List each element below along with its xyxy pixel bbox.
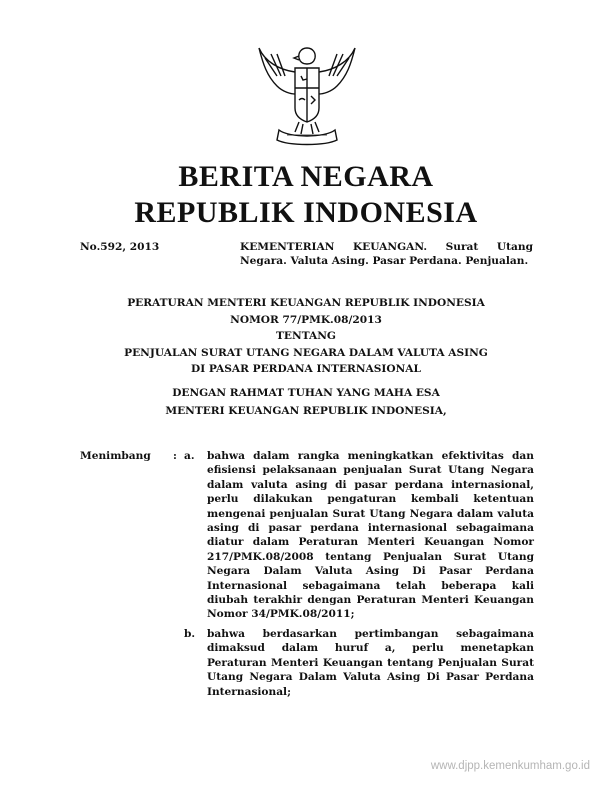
text-line: Internasional sebagaimana telah beberapa kali — [207, 579, 534, 592]
document-title-line2: REPUBLIK INDONESIA — [134, 196, 478, 229]
subject-line: Negara. Valuta Asing. Pasar Perdana. Penjualan. — [240, 255, 529, 268]
preamble-line: MENTERI KEUANGAN REPUBLIK INDONESIA, — [165, 405, 447, 417]
item-marker-a: a. — [184, 450, 195, 462]
regulation-line: NOMOR 77/PMK.08/2013 — [230, 313, 382, 326]
text-line: Internasional; — [207, 685, 291, 698]
subject-line: KEMENTERIAN KEUANGAN. Surat Utang — [240, 241, 533, 253]
text-line: asing di pasar perdana internasional sebagaimana — [207, 522, 534, 535]
text-line: dalam valuta asing di pasar perdana internasional, — [207, 478, 534, 491]
garuda-emblem-icon — [255, 42, 359, 150]
regulation-heading — [60, 295, 552, 378]
text-line: diubah terakhir dengan Peraturan Menteri Keuangan — [207, 594, 534, 607]
watermark-url: www.djpp.kemenkumham.go.id — [430, 760, 590, 772]
text-line: bahwa berdasarkan pertimbangan sebagaimana — [207, 628, 534, 640]
text-line: mengenai penjualan Surat Utang Negara dalam valuta — [207, 507, 534, 520]
text-line: Peraturan Menteri Keuangan tentang Penjualan Surat — [207, 656, 534, 669]
menimbang-colon: : — [173, 450, 177, 462]
regulation-line: TENTANG — [276, 330, 336, 342]
item-marker-b: b. — [184, 628, 196, 640]
text-line: diatur dalam Peraturan Menteri Keuangan Nomor — [207, 536, 534, 549]
text-line: perlu dilakukan pengaturan kembali ketentuan — [207, 493, 534, 506]
text-line: dimaksud dalam huruf a, perlu menetapkan — [207, 642, 534, 655]
text-line: 217/PMK.08/2008 tentang Penjualan Surat Utang — [207, 550, 534, 563]
text-line: Utang Negara Dalam Valuta Asing Di Pasar Perdana — [207, 671, 534, 684]
text-line: Negara Dalam Valuta Asing Di Pasar Perdana — [207, 565, 534, 578]
preamble — [60, 384, 552, 420]
consideration-b — [207, 627, 534, 699]
gazette-number: No.592, 2013 — [80, 241, 160, 253]
menimbang-label: Menimbang — [80, 450, 151, 462]
gazette-subject — [240, 240, 533, 269]
text-line: efisiensi pelaksanaan penjualan Surat Utang Negara — [207, 464, 534, 477]
preamble-line: DENGAN RAHMAT TUHAN YANG MAHA ESA — [172, 387, 440, 399]
regulation-line: PENJUALAN SURAT UTANG NEGARA DALAM VALUTA ASING — [124, 346, 488, 359]
text-line: bahwa dalam rangka meningkatkan efektivitas dan — [207, 450, 534, 462]
text-line: Nomor 34/PMK.08/2011; — [207, 608, 355, 621]
document-title-line1: BERITA NEGARA — [178, 160, 434, 193]
regulation-line: PERATURAN MENTERI KEUANGAN REPUBLIK INDONESIA — [127, 297, 485, 309]
consideration-a — [207, 449, 534, 622]
regulation-line: DI PASAR PERDANA INTERNASIONAL — [191, 363, 421, 375]
